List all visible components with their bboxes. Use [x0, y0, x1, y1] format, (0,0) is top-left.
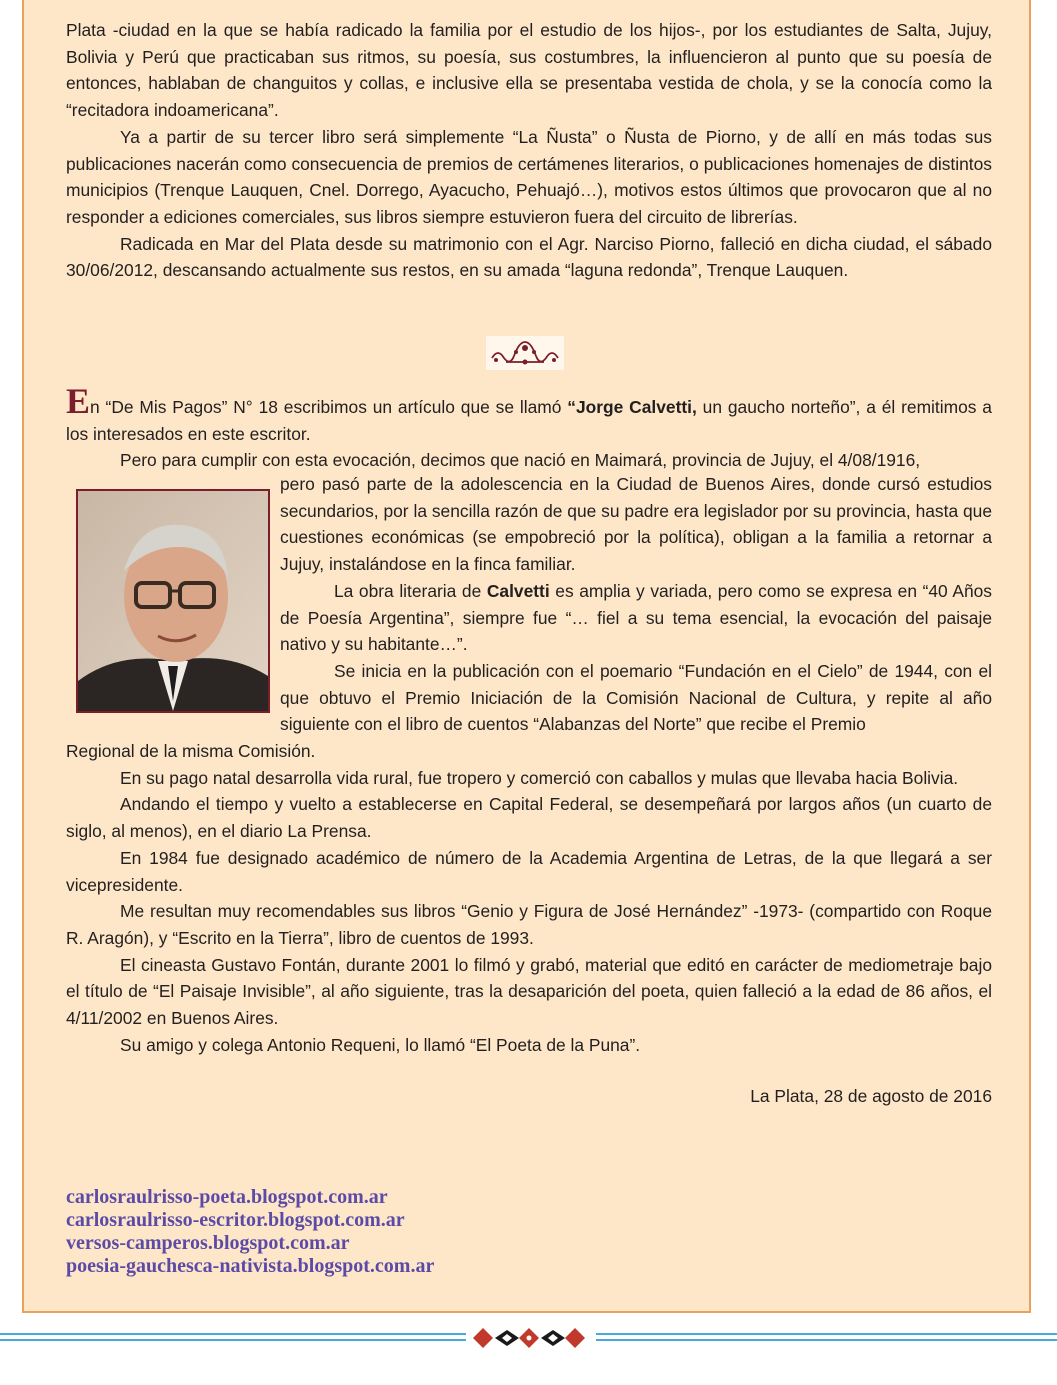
text-run: es amplia y variada, pero como se expresa en “40 Años de Poesía Argentina”, siempre fue “… fiel a su tema esencial, la evocación del paisaje nativo y su habitante…”.	[280, 580, 992, 655]
paragraph: Ya a partir de su tercer libro será simplemente “La Ñusta” o Ñusta de Piorno, y de allí en más todas sus publicaciones nacerán como consecuencia de premios de certámenes literarios, o publicaciones homenajes de distintos municipios (Trenque Lauquen, Cnel. Dorrego, Ayacucho, Pehuajó…), motivos estos últimos que provocaron que al no responder a ediciones comerciales, sus libros siempre estuvieron fuera del circuito de librerías.	[66, 126, 992, 227]
blog-links	[66, 1186, 434, 1278]
paragraph: pero pasó parte de la adolescencia en la Ciudad de Buenos Aires, donde cursó estudios secundarios, por la sencilla razón de que su padre era legislador por su provincia, hasta que cuestiones económicas (se empobreció por la política), obligan a la familia a retornar a Jujuy, instalándose en la finca familiar.	[280, 474, 992, 575]
paragraph	[66, 381, 992, 447]
flourish-ornament-icon	[486, 336, 564, 370]
footer-rule	[596, 1339, 1057, 1341]
portrait-photo	[76, 489, 270, 713]
paragraph: Pero para cumplir con esta evocación, decimos que nació en Maimará, provincia de Jujuy, el 4/08/1916,	[120, 450, 921, 471]
footer-rule	[0, 1339, 466, 1341]
paragraph: Me resultan muy recomendables sus libros “Genio y Figura de José Hernández” -1973- (compartido con Roque R. Aragón), y “Escrito en la Tierra”, libro de cuentos de 1993.	[66, 901, 992, 948]
andean-pattern-icon	[473, 1326, 585, 1350]
calvetti-body	[66, 738, 992, 1058]
blog-link[interactable]: poesia-gauchesca-nativista.blogspot.com.ar	[66, 1255, 435, 1277]
text-run: La obra literaria de	[334, 580, 487, 601]
paragraph: Regional de la misma Comisión.	[66, 741, 316, 761]
bold-text: Calvetti	[486, 580, 550, 601]
paragraph: El cineasta Gustavo Fontán, durante 2001 lo filmó y grabó, material que editó en carácter de mediometraje bajo el título de “El Paisaje Invisible”, al año siguiente, tras la desaparición del poeta, quien falleció a la edad de 86 años, el 4/11/2002 en Buenos Aires.	[66, 954, 992, 1029]
footer-rule	[0, 1333, 466, 1335]
paragraph: Su amigo y colega Antonio Requeni, lo llamó “El Poeta de la Puna”.	[120, 1034, 641, 1055]
drop-cap: E	[66, 381, 91, 421]
paragraph	[280, 578, 992, 658]
text-run: un gaucho norteño”, a él remitimos a los interesados en este escritor.	[66, 397, 992, 444]
paragraph: En 1984 fue designado académico de número de la Academia Argentina de Letras, de la que llegará a ser vicepresidente.	[66, 847, 992, 895]
blog-link[interactable]: carlosraulrisso-poeta.blogspot.com.ar	[66, 1186, 388, 1208]
paragraph: Radicada en Mar del Plata desde su matrimonio con el Agr. Narciso Piorno, falleció en dicha ciudad, el sábado 30/06/2012, descansando actualmente sus restos, en su amada “laguna redonda”, Trenque Lauquen.	[66, 233, 992, 281]
portrait-illustration	[78, 491, 268, 711]
bold-text: “Jorge Calvetti,	[567, 397, 697, 417]
paragraph: En su pago natal desarrolla vida rural, fue tropero y comerció con caballos y mulas que llevaba hacia Bolivia.	[120, 767, 959, 788]
signature-line: La Plata, 28 de agosto de 2016	[750, 1086, 992, 1106]
paragraph: Andando el tiempo y vuelto a establecerse en Capital Federal, se desempeñará por largos años (un cuarto de siglo, al menos), en el diario La Prensa.	[66, 794, 992, 842]
blog-link[interactable]: carlosraulrisso-escritor.blogspot.com.ar	[66, 1209, 405, 1231]
intro-text	[66, 17, 992, 284]
text-run: n “De Mis Pagos” N° 18 escribimos un artículo que se llamó	[90, 397, 568, 417]
calvetti-intro	[66, 381, 992, 474]
footer-rule	[596, 1333, 1057, 1335]
paragraph: Se inicia en la publicación con el poemario “Fundación en el Cielo” de 1944, con el que obtuvo el Premio Iniciación de la Comisión Nacional de Cultura, y repite al año siguiente con el libro de cuentos “Alabanzas del Norte” que recibe el Premio	[280, 660, 992, 735]
wrapped-text	[280, 471, 992, 738]
blog-link[interactable]: versos-camperos.blogspot.com.ar	[66, 1232, 350, 1254]
paragraph: Plata -ciudad en la que se había radicado la familia por el estudio de los hijos-, por los estudiantes de Salta, Jujuy, Bolivia y Perú que practicaban sus ritmos, su poesía, sus costumbres, la influencieron al punto que su poesía de entonces, hablaban de changuitos y collas, e inclusive ella se presentaba vestida de chola, y se la conocía como la “recitadora indoamericana”.	[66, 20, 992, 121]
